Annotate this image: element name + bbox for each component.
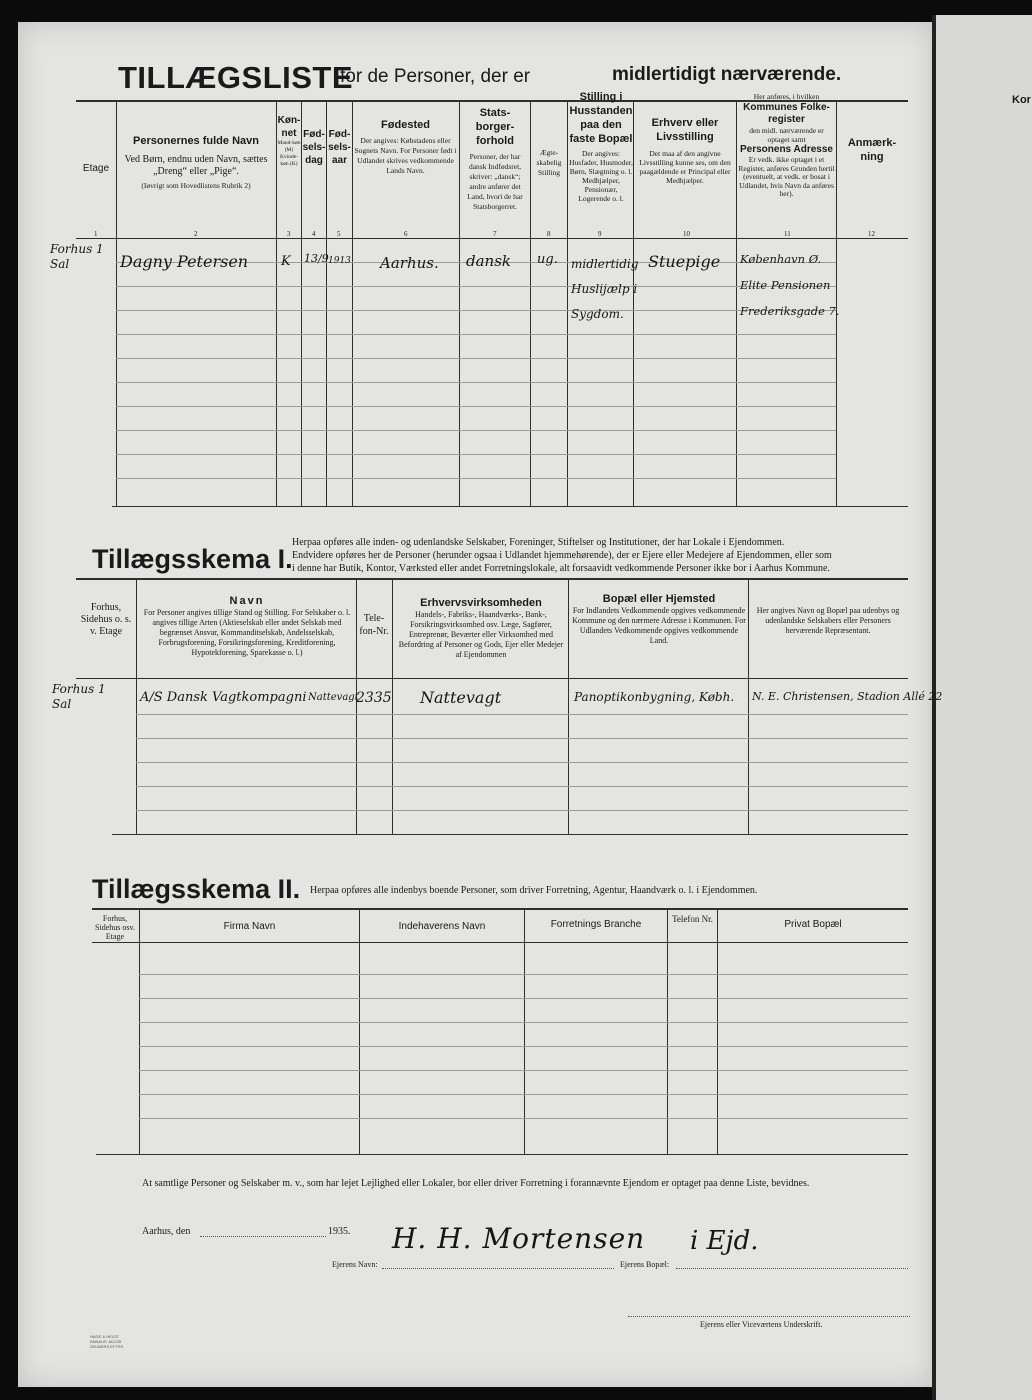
skema1-row-telefon: 2335 — [356, 690, 392, 706]
skema1-header-navn-desc: For Personer angives tillige Stand og Stilling. For Selskaber o. l. angives tillige Arten (Aktieselskab eller andet Selskab med begrænset Ansvar, Kommanditselskab, Andelsselskab, Forbrugsforening, Forsikringsforening, Kreditforening, Hypotekforening, Sparekasse o. l.) — [143, 608, 351, 657]
header-sex-title: Køn-net — [277, 115, 301, 139]
header-register-title2: Personens Adresse — [739, 144, 833, 155]
col-number: 1 — [94, 230, 98, 238]
skema1-row-rep: N. E. Christensen, Stadion Allé 22 — [752, 690, 943, 703]
row-rule — [139, 1070, 908, 1071]
header-marital-desc: Ægte-skabelig Stilling — [536, 148, 562, 177]
col-divider — [568, 580, 569, 834]
col-number: 4 — [312, 230, 316, 238]
header-name-note: (Iøvrigt som Hovedlistens Rubrik 2) — [141, 181, 251, 190]
col-number: 5 — [337, 230, 341, 238]
header-remarks-title: Anmærk-ning — [847, 137, 897, 163]
header-citizenship-title: Stats-borger-forhold — [475, 107, 515, 147]
header-household-title: Stilling i Husstanden paa den faste Bopæl — [569, 91, 633, 145]
row-register-line: København Ø. — [740, 252, 822, 266]
row-rule — [136, 762, 908, 763]
footer-year: 1935. — [328, 1226, 351, 1237]
row-household-line: Sygdom. — [571, 307, 624, 321]
row-sex: K — [281, 254, 291, 269]
skema1-header-erhverv-title: Erhvervsvirksomheden — [420, 597, 542, 609]
header-register-desc2: Er vedk. ikke optaget i et Register, anføres Grunden hertil (eventuelt, at vedk. er bosat i Udlandet, hvis Navn da anføres her). — [738, 155, 835, 198]
skema1-header-rep: Her angives Navn og Bopæl paa udenbys og udenlandske Selskabers eller Personers herværende Repræsentant. — [756, 606, 900, 635]
date-dotted-line — [200, 1236, 326, 1238]
adjacent-page-fragment: Kor — [1012, 94, 1031, 106]
list-title-end: midlertidigt nærværende. — [612, 64, 842, 85]
col-divider — [567, 100, 568, 506]
row-occupation: Stuepige — [648, 252, 721, 271]
header-register — [738, 92, 835, 199]
row-birthyear: 1913 — [328, 256, 351, 266]
skema1-row-navn-extra: Nattevagt — [308, 692, 359, 703]
skema2-header-telefon: Telefon Nr. — [672, 914, 713, 924]
row-rule — [139, 1022, 908, 1023]
col-divider — [116, 100, 117, 506]
skema2-header-etage: Forhus, Sidehus osv. Etage — [95, 914, 135, 941]
owner-address-line — [676, 1268, 908, 1270]
row-marital: ug. — [537, 252, 558, 267]
row-rule — [139, 998, 908, 999]
row-rule — [116, 382, 836, 383]
skema2-header-indehaver: Indehaverens Navn — [398, 921, 486, 932]
row-rule — [136, 714, 908, 715]
skema1-header-etage: Forhus, Sidehus o. s. v. Etage — [80, 602, 132, 637]
header-sex — [277, 114, 301, 168]
row-rule — [116, 310, 836, 311]
skema1-header-navn — [140, 594, 354, 658]
skema1-header-divider — [76, 678, 908, 679]
header-name — [118, 108, 274, 191]
skema1-intro — [292, 536, 907, 575]
col-number: 9 — [598, 230, 602, 238]
header-citizenship-desc: Personer, der har dansk Indfødsret, skriver: „dansk“; andre anfører det Land, hvori de har Statsborgerret. — [467, 152, 523, 211]
footer-attest: At samtlige Personer og Selskaber m. v., som har lejet Lejlighed eller Lokaler, bor eller driver Forretning i forannævnte Ejendom er optaget paa denne Liste, bevidnes. — [142, 1178, 810, 1189]
row-rule — [139, 1046, 908, 1047]
row-rule — [116, 358, 836, 359]
footer-place: Aarhus, den — [142, 1226, 191, 1237]
skema2-bottom-border — [96, 1154, 908, 1155]
col-divider — [352, 100, 353, 506]
row-etage: Forhus 1 Sal — [50, 242, 104, 271]
skema2-top-border — [92, 908, 908, 910]
header-occupation-title: Erhverv eller Livsstilling — [651, 117, 719, 143]
footer-owner-address-label: Ejerens Bopæl: — [620, 1260, 670, 1269]
header-birthyear-title: Fød-sels-aar — [328, 129, 351, 166]
table-bottom-border — [112, 506, 908, 507]
skema1-header-navn-title: Navn — [229, 595, 265, 607]
header-birthday — [302, 128, 326, 167]
skema1-row-erhverv: Nattevagt — [420, 688, 502, 707]
skema1-header-bopael-title: Bopæl eller Hjemsted — [602, 593, 716, 605]
row-rule — [116, 454, 836, 455]
row-register — [740, 246, 840, 324]
header-birthplace-desc: Der angives: Købstadens eller Sognets Navn. For Personer født i Udlandet skrives vedkommende Lands Navn. — [354, 136, 457, 175]
header-register-desc: den midl. nærværende er optaget samt — [749, 126, 824, 144]
col-number: 7 — [493, 230, 497, 238]
row-rule — [116, 286, 836, 287]
skema1-row-etage: Forhus 1 Sal — [52, 682, 106, 711]
header-birthplace — [354, 118, 457, 176]
row-birthday: 13/9 — [304, 252, 329, 265]
col-number: 3 — [287, 230, 291, 238]
row-rule — [116, 430, 836, 431]
skema1-header-erhverv — [396, 596, 566, 660]
header-marital — [531, 148, 567, 178]
row-citizenship: dansk — [466, 252, 511, 270]
row-name: Dagny Petersen — [120, 252, 249, 271]
header-register-pre: Her anføres, i hvilken — [753, 92, 820, 101]
row-household — [571, 252, 638, 327]
col-divider — [136, 580, 137, 834]
footer-owner-address: i Ejd. — [690, 1226, 759, 1256]
header-occupation-desc: Det maa af den angivne Livsstilling kunne ses, om den paagældende er Principal eller Medhjælper. — [639, 149, 731, 185]
footer-printer: HAGE & HELST ANNAUS JACOB ZEUNERS EFTRS — [90, 1334, 124, 1349]
skema1-header-erhverv-desc: Handels-, Fabriks-, Haandværks-, Bank-, Forsikringsvirksomhed osv. Læge, Sagfører, Entreprenør, Beværter eller Virksomhed med Befordring af Personer og Gods, Ejer eller Medejer af Ejendommen — [398, 610, 564, 659]
header-name-title: Personernes fulde Navn — [133, 135, 259, 147]
col-number: 10 — [683, 230, 690, 238]
skema2-header-bopael: Privat Bopæl — [784, 919, 842, 930]
row-register-line: Elite Pensionen — [740, 278, 831, 292]
col-number: 2 — [194, 230, 198, 238]
row-rule — [139, 1094, 908, 1095]
col-divider — [748, 580, 749, 834]
header-citizenship — [461, 106, 529, 212]
row-rule — [139, 1118, 908, 1119]
signature-line — [628, 1316, 910, 1318]
row-rule — [139, 974, 908, 975]
row-rule — [136, 810, 908, 811]
header-household-desc: Der angives: Husfader, Husmoder, Børn, Slægtning o. l. Medhjælper, Pensionær, Logerende o. l. — [569, 149, 633, 203]
header-occupation — [636, 116, 734, 185]
row-rule — [116, 334, 836, 335]
adjacent-page — [936, 15, 1032, 1400]
footer-owner-name: H. H. Mortensen — [392, 1222, 646, 1255]
footer-owner-name-label: Ejerens Navn: — [332, 1260, 378, 1269]
col-divider — [392, 580, 393, 834]
skema2-header-divider — [92, 942, 908, 943]
skema1-title: Tillægsskema I. — [92, 544, 293, 574]
list-title-middle: for de Personer, der er — [340, 66, 531, 87]
skema1-top-border — [76, 578, 908, 580]
col-divider — [459, 100, 460, 506]
col-divider — [736, 100, 737, 506]
header-sex-desc: Mand-køn (M) Kvinde-køn (K) — [277, 140, 301, 167]
owner-name-line — [382, 1268, 614, 1270]
col-number: 6 — [404, 230, 408, 238]
row-household-line: midlertidig — [571, 257, 639, 271]
header-birthplace-title: Fødested — [381, 119, 430, 131]
col-number: 12 — [868, 230, 875, 238]
skema2-title: Tillægsskema II. — [92, 874, 301, 904]
skema2-header-firma: Firma Navn — [223, 921, 276, 932]
header-name-desc: Ved Børn, endnu uden Navn, sættes „Dreng“ eller „Pige“. — [124, 154, 268, 177]
skema1-row-bopael: Panoptikonbygning, Købh. — [574, 690, 735, 704]
col-number: 8 — [547, 230, 551, 238]
list-title: TILLÆGSLISTE — [118, 60, 354, 95]
skema1-intro-line: Endvidere opføres her de Personer (herunder ogsaa i Udlandet hjemmehørende), der er Ejere eller Medejere af Ejendommen, eller som — [292, 550, 832, 561]
row-household-line: Huslijælp i — [571, 282, 638, 296]
row-register-line: Frederiksgade 7. — [740, 304, 840, 318]
table-header-divider — [76, 238, 908, 239]
header-birthday-title: Fød-sels-dag — [302, 129, 326, 166]
footer-signature-label: Ejerens eller Viceværtens Underskrift. — [700, 1320, 823, 1329]
header-remarks — [838, 136, 906, 164]
header-register-title: Kommunes Folke-register — [743, 102, 830, 125]
header-birthyear — [327, 128, 352, 167]
row-birthplace: Aarhus. — [380, 254, 439, 272]
skema1-row-navn: A/S Dansk Vagtkompagni — [140, 690, 307, 705]
skema1-intro-line: i denne har Butik, Kontor, Værksted eller andet Forretningslokale, alt forsaavidt vedkommende Personer ikke bor i Aarhus Kommune. — [292, 563, 830, 574]
row-rule — [136, 738, 908, 739]
header-etage: Etage — [82, 163, 110, 174]
skema1-header-bopael — [572, 592, 746, 646]
col-number: 11 — [784, 230, 791, 238]
skema1-intro-line: Herpaa opføres alle inden- og udenlandske Selskaber, Foreninger, Stiftelser og Institutioner, der har Lokale i Ejendommen. — [292, 537, 785, 548]
skema2-header-branche: Forretnings Branche — [550, 919, 642, 930]
row-rule — [136, 786, 908, 787]
row-rule — [116, 478, 836, 479]
skema1-header-telefon: Tele-fon-Nr. — [359, 613, 389, 637]
skema1-bottom-border — [112, 834, 908, 835]
header-household — [569, 90, 633, 203]
row-rule — [116, 406, 836, 407]
skema2-intro: Herpaa opføres alle indenbys boende Personer, som driver Forretning, Agentur, Haandværk o. l. i Ejendommen. — [310, 885, 758, 896]
skema1-header-bopael-desc: For Indlandets Vedkommende opgives vedkommende Kommune og den nærmere Adresse i Kommunen. For Udlandets Vedkommende opgives vedkommende Land. — [572, 606, 746, 645]
